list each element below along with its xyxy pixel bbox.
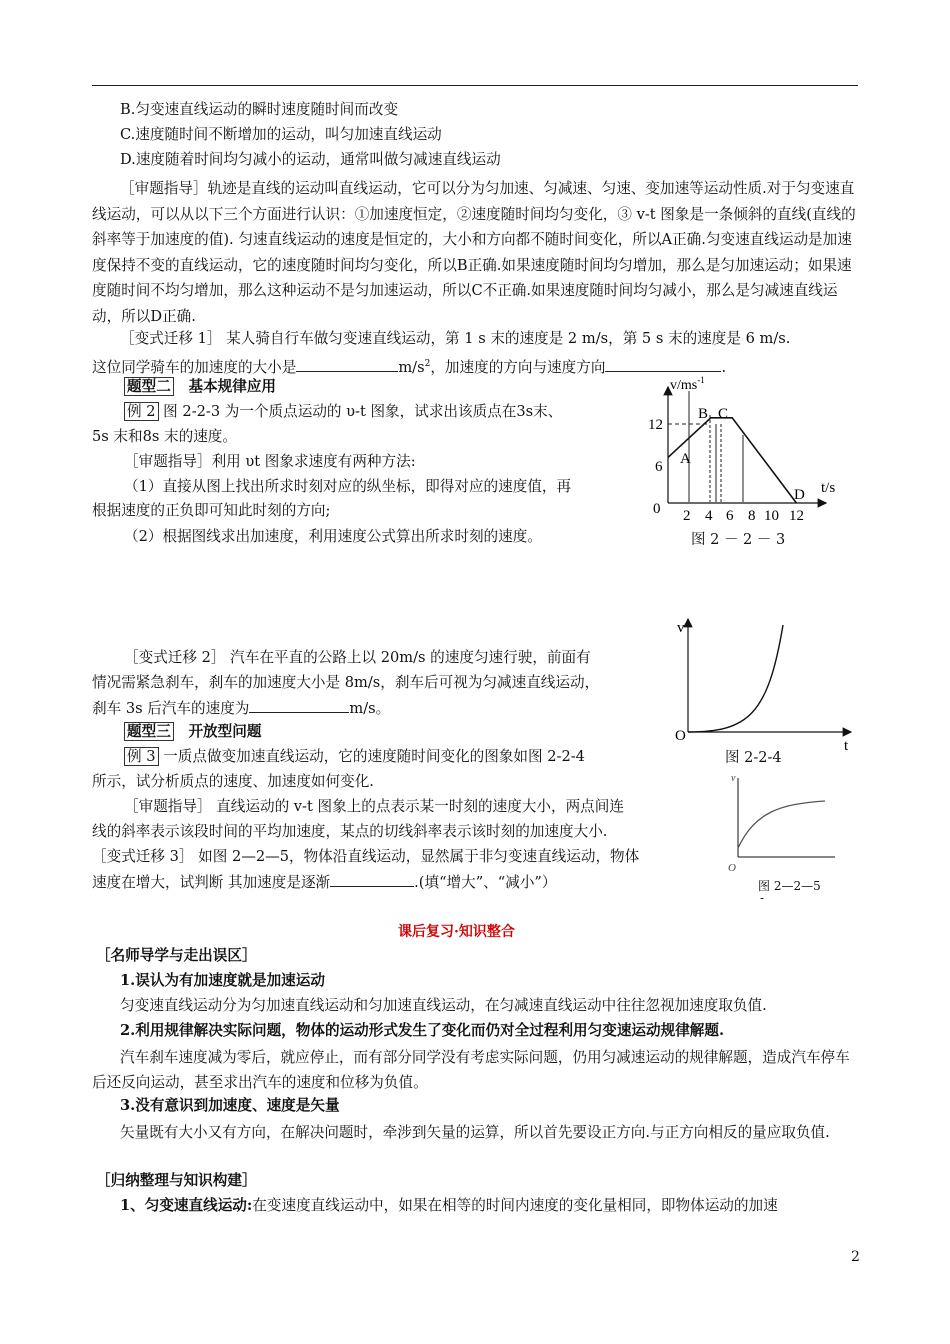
fig224-xlabel: t <box>844 738 849 754</box>
uniform-accel-line <box>120 1196 778 1216</box>
variant-1-line-2 <box>92 354 726 378</box>
uniform-accel-text: 在变速度直线运动中，如果在相等的时间内速度的变化量相同，即物体运动的加速 <box>252 1197 778 1214</box>
example-3-line-1 <box>124 747 585 767</box>
option-b: B.匀变速直线运动的瞬时速度随时间而改变 <box>120 101 399 118</box>
example-3-line-2: 所示，试分析质点的速度、加速度如何变化. <box>92 773 374 790</box>
fig223-caption: 图 2 － 2 － 3 <box>691 532 786 548</box>
fig224-ylabel: v <box>677 620 685 636</box>
fig224-curve <box>688 625 783 732</box>
mistake-1-text: 匀变速直线运动分为匀加速直线运动和匀加速直线运动，在匀减速直线运动中往往忽视加速度取负值. <box>120 997 767 1014</box>
fig224-caption: 图 2-2-4 <box>725 750 782 766</box>
type-2-heading <box>124 377 276 397</box>
variant-2-line-2: 情况需紧急刹车，刹车的加速度大小是 8m/s，刹车后可视为匀减速直线运动， <box>92 674 600 691</box>
mistake-1-heading: 1.误认为有加速度就是加速运动 <box>120 972 325 989</box>
variant-1-line-1: ［变式迁移 1］ 某人骑自行车做匀变速直线运动，第 1 s 末的速度是 2 m/s，第 5 s 末的速度是 6 m/s. <box>120 330 791 347</box>
type-3-heading <box>124 722 261 742</box>
example-2-guide-2: （1）直接从图上找出所求时刻对应的纵坐标，即得对应的速度值，再 <box>124 478 572 495</box>
fig225-caption: 图 2—2—5 <box>758 879 821 893</box>
summary-box: ［归纳整理与知识构建］ <box>96 1172 257 1189</box>
fig223-xtick-12: 12 <box>789 508 804 524</box>
fig223-point-c: C <box>718 406 729 422</box>
example-3-label: 例 3 <box>124 747 159 766</box>
variant-2-text: 刹车 3s 后汽车的速度为 <box>92 700 250 717</box>
variant-1-text-b: ，加速度的方向与速度方向 <box>430 358 606 376</box>
fig225-ylabel: v <box>731 773 736 784</box>
fig223-point-a: A <box>680 451 691 467</box>
fig223-xtick-6: 6 <box>726 508 734 524</box>
fig223-xtick-4: 4 <box>705 508 713 524</box>
example-2-guide-3: 根据速度的正负即可知此时刻的方向; <box>92 502 331 519</box>
example-2-label: 例 2 <box>124 402 159 421</box>
fig223-xtick-10: 10 <box>764 508 779 524</box>
variant-3-text: 速度在增大，试判断 其加速度是逐渐 <box>92 874 331 891</box>
fig223-ytick-12: 12 <box>648 417 663 433</box>
mistake-3-heading: 3.没有意识到加速度、速度是矢量 <box>120 1097 340 1114</box>
guide-paragraph-1: ［审题指导］轨迹是直线的运动叫直线运动，它可以分为匀加速、匀减速、匀速、变加速等运动性质.对于匀变速直线运动，可以从以下三个方面进行认识：①加速度恒定，②速度随时间均匀变化，③ v-t 图象是一条倾斜的直线(直线的斜率等于加速度的值). 匀速直线运动的速度是恒定的，大小和方向都不随时间变化，所以A正确.匀变速直线运动是加速度保持不变的直线运动，它的速度随时间均匀变化，所以B正确.如果速度随时间均匀增加，那么是匀加速运动；如果速度随时间不均匀增加，那么这种运动不是匀加速运动，所以C不正确.如果速度随时间均匀减小，那么是匀减速直线运动，所以D正确. <box>92 180 856 325</box>
example-3-text: 一质点做变加速直线运动，它的速度随时间变化的图象如图 2-2-4 <box>158 748 585 765</box>
mentor-guide-box: ［名师导学与走出误区］ <box>96 947 257 964</box>
mistake-2-text: 汽车刹车速度减为零后，就应停止，而有部分同学没有考虑实际问题，仍用匀减速运动的规律解题，造成汽车停车后还反向运动，甚至求出汽车的速度和位移为负值。 <box>92 1049 850 1091</box>
variant-2-unit: m/s。 <box>349 700 391 717</box>
answer-blank-acceleration[interactable] <box>296 357 398 372</box>
variant-1-unit: m/s <box>398 358 425 376</box>
variant-1-text-a: 这位同学骑车的加速度的大小是 <box>92 358 297 376</box>
mistake-3-text: 矢量既有大小又有方向，在解决问题时，牵涉到矢量的运算，所以首先要设正方向.与正方向相反的量应取负值. <box>120 1124 830 1141</box>
fig225-curve <box>738 801 825 848</box>
figure-2-2-3 <box>640 375 840 545</box>
type-3-box: 题型三 <box>124 722 174 741</box>
review-heading: 课后复习·知识整合 <box>398 924 515 940</box>
variant-3-line-2 <box>92 872 556 893</box>
example-3-guide-1: ［审题指导］ 直线运动的 v-t 图象上的点表示某一时刻的速度大小，两点间连 <box>124 798 624 815</box>
fig223-ytick-0: 0 <box>653 501 661 517</box>
example-2-line-2: 5s 末和8s 末的速度。 <box>92 428 237 445</box>
variant-1-end: . <box>721 358 727 376</box>
fig225-dash: - <box>760 891 765 905</box>
option-d: D.速度随着时间均匀减小的运动，通常叫做匀减速直线运动 <box>120 151 501 168</box>
figure-2-2-5 <box>725 772 845 872</box>
variant-1-unit-sup: 2 <box>424 359 431 369</box>
example-2-guide-4: （2）根据图线求出加速度，利用速度公式算出所求时刻的速度。 <box>124 528 542 545</box>
fig224-origin: O <box>675 728 686 744</box>
answer-blank-speed[interactable] <box>249 698 349 713</box>
header-rule <box>92 85 858 86</box>
fig225-origin: O <box>728 862 736 874</box>
fig223-ylabel: $v/ms^{-1}$ <box>670 375 705 393</box>
figure-2-2-4 <box>668 615 858 755</box>
option-c: C.速度随时间不断增加的运动，叫匀加速直线运动 <box>120 126 442 143</box>
fig223-ytick-6: 6 <box>655 459 663 475</box>
answer-blank-direction[interactable] <box>605 357 721 372</box>
answer-blank-acceleration-trend[interactable] <box>330 872 414 887</box>
type-3-title: 开放型问题 <box>188 723 262 740</box>
type-2-box: 题型二 <box>124 377 174 396</box>
example-3-guide-2: 线的斜率表示该段时间的平均加速度，某点的切线斜率表示该时刻的加速度大小. <box>92 823 608 840</box>
example-2-guide-1: ［审题指导］利用 υt 图象求速度有两种方法: <box>124 453 416 470</box>
variant-2-line-3 <box>92 698 390 719</box>
variant-3-end: .(填“增大”、“减小”） <box>414 874 557 891</box>
fig223-point-d: D <box>794 487 805 503</box>
type-2-title: 基本规律应用 <box>188 378 277 395</box>
variant-2-line-1: ［变式迁移 2］ 汽车在平直的公路上以 20m/s 的速度匀速行驶，前面有 <box>124 649 591 666</box>
fig223-xlabel: t/s <box>821 480 836 496</box>
fig223-xtick-8: 8 <box>748 508 756 524</box>
mistake-2-heading: 2.利用规律解决实际问题，物体的运动形式发生了变化而仍对全过程利用匀变速运动规律解题. <box>120 1022 725 1039</box>
uniform-accel-heading: 1、匀变速直线运动: <box>120 1197 253 1214</box>
page-number: 2 <box>851 1249 860 1265</box>
variant-3-line-1: ［变式迁移 3］ 如图 2—2—5，物体沿直线运动，显然属于非匀变速直线运动，物体 <box>92 848 640 865</box>
fig223-point-b: B <box>698 406 709 422</box>
example-2-line-1 <box>124 402 562 422</box>
fig223-xtick-2: 2 <box>683 508 691 524</box>
example-2-text: 图 2-2-3 为一个质点运动的 υ-t 图象，试求出该质点在3s末、 <box>158 403 563 420</box>
